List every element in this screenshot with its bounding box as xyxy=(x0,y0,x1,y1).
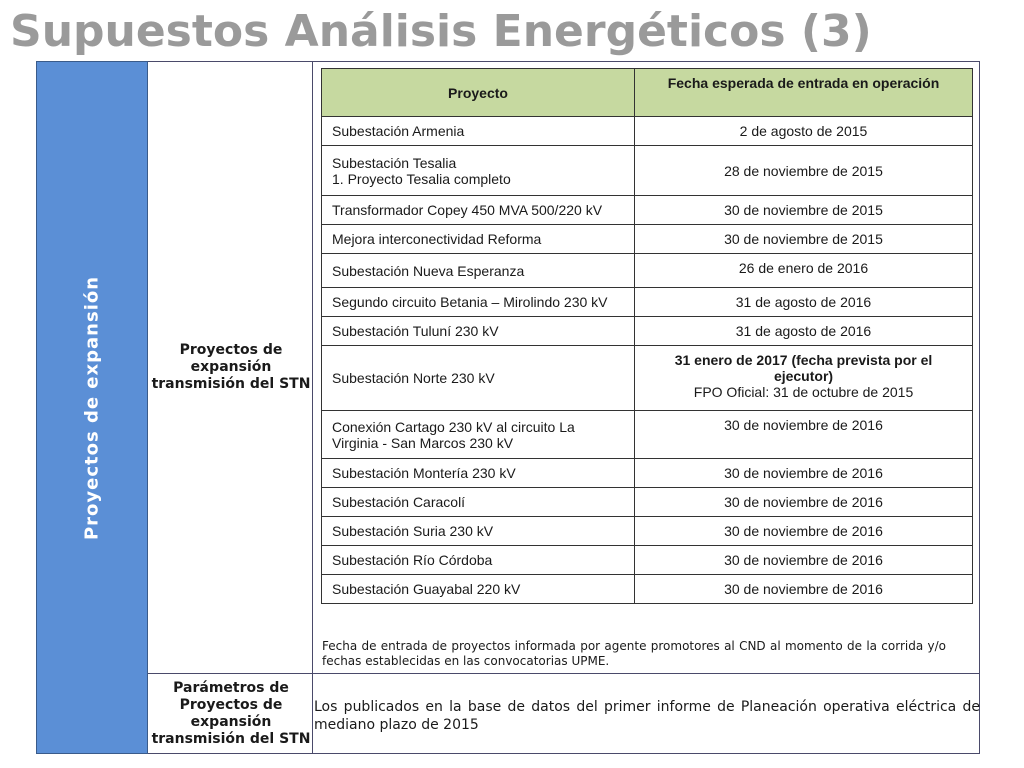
project-cell: Subestación Río Córdoba xyxy=(322,546,635,575)
label-line: Proyectos de xyxy=(179,697,283,713)
project-name: Subestación Tesalia xyxy=(332,154,457,171)
table-row xyxy=(322,411,973,459)
date-cell: 30 de noviembre de 2016 xyxy=(635,517,973,546)
table-row xyxy=(322,459,973,488)
table-row xyxy=(322,517,973,546)
date-cell: 28 de noviembre de 2015 xyxy=(635,146,973,196)
header-date: Fecha esperada de entrada en operación xyxy=(635,69,973,117)
table-row xyxy=(322,196,973,225)
section-divider xyxy=(148,673,980,674)
slide-title: Supuestos Análisis Energéticos (3) xyxy=(10,6,872,57)
table-row xyxy=(322,317,973,346)
table-row xyxy=(322,146,973,196)
project-cell: Subestación Nueva Esperanza xyxy=(322,254,635,288)
expansion-section-label xyxy=(150,342,312,393)
project-cell: Subestación Norte 230 kV xyxy=(322,346,635,411)
project-cell: Transformador Copey 450 MVA 500/220 kV xyxy=(322,196,635,225)
label-line: Parámetros de xyxy=(173,680,289,696)
date-cell: 30 de noviembre de 2016 xyxy=(635,488,973,517)
date-cell: 31 de agosto de 2016 xyxy=(635,317,973,346)
project-cell: Mejora interconectividad Reforma xyxy=(322,225,635,254)
date-cell: 26 de enero de 2016 xyxy=(635,254,973,288)
table-row xyxy=(322,346,973,411)
table-row xyxy=(322,488,973,517)
header-project: Proyecto xyxy=(322,69,635,117)
side-band-label: Proyectos de expansión xyxy=(81,275,103,541)
project-cell: Conexión Cartago 230 kV al circuito La Virginia - San Marcos 230 kV xyxy=(322,411,635,459)
date-primary: 31 enero de 2017 (fecha prevista por el ejecutor) xyxy=(674,352,933,384)
project-cell: Subestación Guayabal 220 kV xyxy=(322,575,635,604)
table-row xyxy=(322,575,973,604)
table-row xyxy=(322,254,973,288)
date-cell: 30 de noviembre de 2015 xyxy=(635,225,973,254)
column-divider xyxy=(312,61,313,754)
label-line: expansión xyxy=(190,359,272,375)
label-line: transmisión del STN xyxy=(151,376,311,392)
table-row xyxy=(322,117,973,146)
parameters-text: Los publicados en la base de datos del primer informe de Planeación operativa eléctrica de mediano plazo de 2015 xyxy=(314,699,980,733)
project-cell: Subestación Montería 230 kV xyxy=(322,459,635,488)
project-sub-item: 1. Proyecto Tesalia completo xyxy=(332,170,511,187)
table-row xyxy=(322,225,973,254)
table-header-row xyxy=(322,69,973,117)
date-cell: 30 de noviembre de 2016 xyxy=(635,411,973,459)
projects-table xyxy=(321,68,973,604)
project-cell: Subestación Armenia xyxy=(322,117,635,146)
date-cell: 30 de noviembre de 2016 xyxy=(635,575,973,604)
project-cell: Segundo circuito Betania – Mirolindo 230 kV xyxy=(322,288,635,317)
project-cell: Subestación Tuluní 230 kV xyxy=(322,317,635,346)
label-line: expansión xyxy=(190,714,272,730)
date-secondary: FPO Oficial: 31 de octubre de 2015 xyxy=(693,384,914,400)
date-cell: 2 de agosto de 2015 xyxy=(635,117,973,146)
date-cell: 30 de noviembre de 2015 xyxy=(635,196,973,225)
label-line: transmisión del STN xyxy=(151,731,311,747)
date-cell: 31 de agosto de 2016 xyxy=(635,288,973,317)
source-note: Fecha de entrada de proyectos informada por agente promotores al CND al momento de la corrida y/o fechas establecidas en las convocatorias UPME. xyxy=(322,639,946,668)
table-row xyxy=(322,546,973,575)
date-cell: 30 de noviembre de 2016 xyxy=(635,546,973,575)
table-row xyxy=(322,288,973,317)
parameters-section-label xyxy=(150,680,312,748)
date-cell xyxy=(635,346,973,411)
project-cell: Subestación Suria 230 kV xyxy=(322,517,635,546)
project-cell: Subestación Caracolí xyxy=(322,488,635,517)
project-cell xyxy=(322,146,635,196)
label-line: Proyectos de xyxy=(179,342,283,358)
date-cell: 30 de noviembre de 2016 xyxy=(635,459,973,488)
